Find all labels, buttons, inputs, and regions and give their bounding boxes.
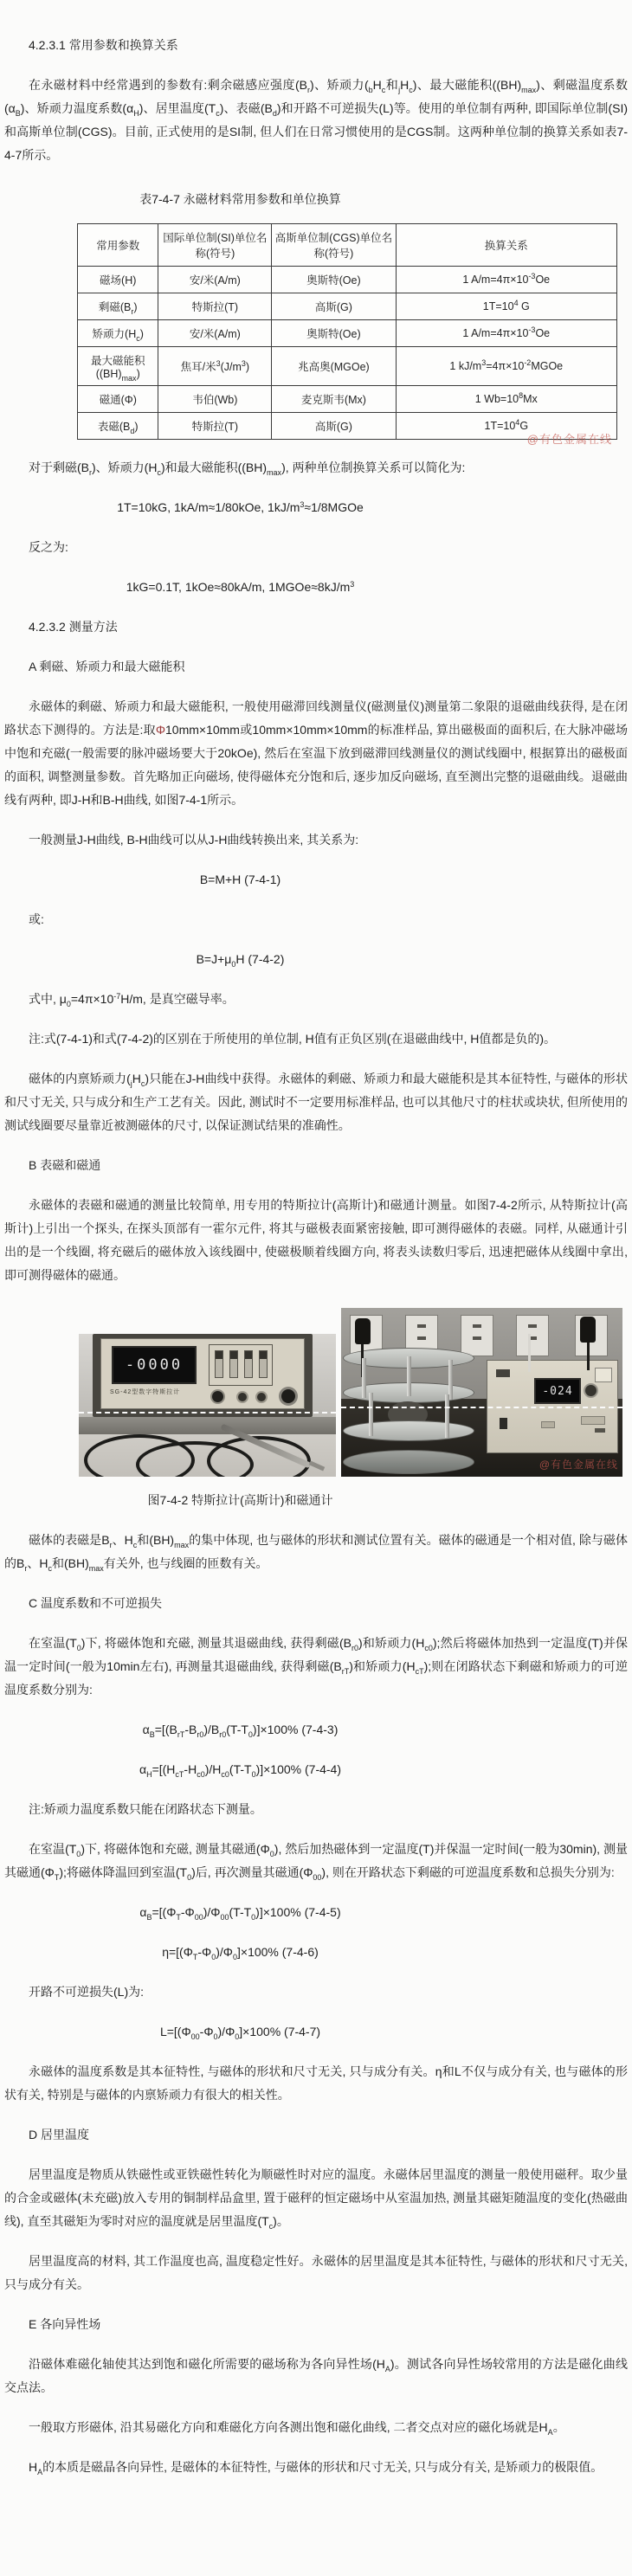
table-cell: 最大磁能积$((BH)_{max})$ <box>78 347 158 386</box>
paragraph-e3: $H_A$的本质是磁晶各向异性, 是磁体的本征特性, 与磁体的形状和尺寸无关, 只与成分有关, 是矫顽力的极限值。 <box>29 2460 603 2476</box>
paragraph-or-label: 或: <box>29 912 44 926</box>
table-cell: 矫顽力$(H_c)$ <box>78 320 158 347</box>
paragraph-b1: 永磁体的表磁和磁通的测量比较简单, 用专用的特斯拉计(高斯计)和磁通计测量。如图7-4-2所示, 从特斯拉计(高斯计)上引出一个探头, 在探头顶部有一霍尔元件, 将其与磁极表面紧密接触, 即可测得磁体的表磁。同样, 从磁通计引出的是一个线圈, 将充磁后的磁体放入该线圈中, 使磁极顺着线圈方向, 将表头读数归零后, 迅速把磁体从线圈中拿出, 即可测得磁体的磁通。 <box>4 1198 628 1282</box>
power-plug <box>355 1318 371 1344</box>
table-row <box>78 347 617 386</box>
support-post <box>445 1394 449 1438</box>
paragraph-c1: 在室温$(T_0)$下, 将磁体饱和充磁, 测量其退磁曲线, 获得剩磁$(B_{r0})$和矫顽力$(H_{c0})$;然后将磁体加热到一定温度(T)并保温一定时间(一般为10min左右), 再测量其退磁曲线, 获得剩磁$(B_{rT})$和矫顽力$(H_{cT})$;则在闭路状态下剩磁和矫顽力的可逆温度系数分别为: <box>4 1636 629 1697</box>
paragraph-a2: 一般测量J-H曲线, B-H曲线可以从J-H曲线转换出来, 其关系为: <box>29 833 359 847</box>
table-row <box>78 293 617 320</box>
table-cell: 磁通(Φ) <box>78 386 158 413</box>
subsection-heading-d: D 居里温度 <box>29 2128 89 2141</box>
table-cell: 1 $kJ/m^3=4\pi\times 10^{-2}MGOe$ <box>396 347 616 386</box>
adjust-knob <box>585 1385 597 1396</box>
table-cell: 兆高奥(MGOe) <box>272 347 396 386</box>
table-body <box>78 267 617 440</box>
formula-7-4-4: $\alpha_H=[(H_{cT}-H_{c0})/H_{c0}(T-T_0)]\times 100\%$ (7-4-4) <box>139 1762 342 1779</box>
table-cell: $1T=10^4$ G <box>396 293 616 320</box>
teslameter-front-panel <box>100 1338 305 1409</box>
table-cell: 奥斯特(Oe) <box>272 267 396 293</box>
fluxmeter-photo <box>341 1308 622 1477</box>
paragraph-reverse-label: 反之为: <box>29 540 68 554</box>
paragraph-intro: 在永磁材料中经常遇到的参数有:剩余磁感应强度$(B_r)$、矫顽力($_bH_c$和$_jH_c$)、最大磁能积$((BH)_{max})$、剩磁温度系数$(\alpha_B)$、矫顽力温度系数$(\alpha_H)$、居里温度$(T_c)$、表磁$(B_d)$和开路不可逆损失(L)等。使用的单位制有两种, 即国际单位制(SI)和高斯单位制(CGS)。目前, 正式使用的是SI制, 但人们在日常习惯使用的是CGS制。这两种单位制的换算关系如表7-4-7所示。 <box>4 78 628 162</box>
slide-switch <box>259 1350 268 1378</box>
slide-switch <box>229 1350 238 1378</box>
table-cell: 安/米(A/m) <box>158 320 272 347</box>
keypad-button <box>595 1368 612 1382</box>
table-cell: 奥斯特(Oe) <box>272 320 396 347</box>
unit-conversion-table-wrap <box>77 223 617 446</box>
paragraph-conversion-lead: 对于剩磁$(B_r)$、矫顽力$(H_c)$和最大磁能积$((BH)_{max})$, 两种单位制换算关系可以简化为: <box>29 460 466 477</box>
support-post <box>362 1358 366 1398</box>
formula-7-4-1: B=M+H (7-4-1) <box>199 873 281 886</box>
formula-cgs-to-si: 1kG=0.1T, 1kOe≈80kA/m, $1MGOe\approx 8kJ/m^3$ <box>126 580 355 594</box>
table-cell: 高斯(G) <box>272 413 396 440</box>
power-cord <box>587 1341 590 1370</box>
support-post <box>407 1356 411 1396</box>
probe-connector <box>281 1389 295 1403</box>
range-switch-group <box>209 1344 273 1386</box>
adjust-knob <box>238 1393 247 1401</box>
helmholtz-coil-stack <box>343 1348 474 1474</box>
table-header-row <box>78 224 617 267</box>
table-cell: 高斯(G) <box>272 293 396 320</box>
paragraph-c-note: 注:矫顽力温度系数只能在闭路状态下测量。 <box>29 1802 262 1816</box>
paragraph-c3: 开路不可逆损失(L)为: <box>29 1985 144 1999</box>
power-switch <box>500 1418 507 1429</box>
paragraph-a3: 式中, $\mu_0=4\pi\times 10^{-7}H/m$, 是真空磁导率。 <box>29 992 235 1008</box>
table-cell: 1 $A/m=4\pi\times 10^{-3}Oe$ <box>396 320 616 347</box>
paragraph-a-note: 注:式(7-4-1)和式(7-4-2)的区别在于所使用的单位制, H值有正负区别(在退磁曲线中, H值都是负的)。 <box>29 1032 557 1046</box>
acrylic-disc <box>343 1420 474 1441</box>
table-cell: 安/米(A/m) <box>158 267 272 293</box>
table-cell: 剩磁$(B_r)$ <box>78 293 158 320</box>
watermark-text: @有色金属在线 <box>526 433 612 446</box>
table-cell: 表磁$(B_d)$ <box>78 413 158 440</box>
figure-7-4-2 <box>79 1308 622 1477</box>
figure-caption-7-4-2: 图7-4-2 特斯拉计(高斯计)和磁通计 <box>147 1493 333 1507</box>
output-slot <box>581 1416 605 1425</box>
formula-7-4-7: $L=[(\Phi_{00}-\Phi_0)/\Phi_0]\times 100\%$ (7-4-7) <box>159 2025 321 2041</box>
table-cell: 韦伯(Wb) <box>158 386 272 413</box>
fluxmeter-display-value: -024 <box>542 1384 573 1398</box>
paragraph-d2: 居里温度高的材料, 其工作温度也高, 温度稳定性好。永磁体的居里温度是其本征特性, 与磁体的形状和尺寸无关, 只与成分有关。 <box>4 2254 628 2291</box>
instrument-shelf <box>79 1417 336 1434</box>
table-cell: 焦耳/米$^3(J/m^3)$ <box>158 347 272 386</box>
dashed-divider-line <box>341 1407 622 1408</box>
formula-7-4-6: $\eta=[(\Phi_T-\Phi_0)/\Phi_0]\times 100\%$ (7-4-6) <box>162 1945 319 1961</box>
table-header-cell: 高斯单位制(CGS)单位名称(符号) <box>272 224 396 267</box>
output-slot <box>595 1428 605 1433</box>
formula-7-4-5: $\alpha_B=[(\Phi_T-\Phi_{00})/\Phi_{00}(T-T_0)]\times 100\%$ (7-4-5) <box>139 1905 341 1922</box>
subsection-heading-b: B 表磁和磁通 <box>29 1158 101 1172</box>
slide-switch <box>244 1350 253 1378</box>
power-plug <box>580 1317 596 1343</box>
paragraph-c2: 在室温$(T_0)$下, 将磁体饱和充磁, 测量其磁通$(\Phi_0)$, 然后加热磁体到一定温度(T)并保温一定时间(一般为30min), 测量其磁通$(\Phi_T)$;将磁体降温回到室温$(T_0)$后, 再次测量其磁通$(\Phi_{00})$, 则在开路状态下剩磁的可逆温度系数和总损失分别为: <box>4 1842 628 1882</box>
subsection-heading-c: C 温度系数和不可逆损失 <box>29 1596 162 1610</box>
table-cell: 磁场(H) <box>78 267 158 293</box>
subsection-heading-e: E 各向异性场 <box>29 2317 101 2331</box>
paragraph-d1: 居里温度是物质从铁磁性或亚铁磁性转化为顺磁性时对应的温度。永磁体居里温度的测量一般使用磁秤。取少量的合金或磁体(未充磁)放入专用的铜制样品盒里, 置于磁秤的恒定磁场中从室温加热, 测量其磁矩随温度的变化(热磁曲线), 直至其磁矩为零时对应的温度就是居里温度$(T_c)$。 <box>4 2167 628 2231</box>
table-cell: $1T=10^4G$ <box>396 413 616 440</box>
paragraph-a4: 磁体的内禀矫顽力$(_jH_c)$只能在J-H曲线中获得。永磁体的剩磁、矫顽力和最大磁能积是其本征特性, 与磁体的形状和尺寸无关, 只与成分和生产工艺有关。因此, 测试时不一定要用标准样品, 也可以其他尺寸的柱状或块状, 但所使用的测试线圈要尽量靠近被测磁体的尺寸, 以保证测试结果的准确性。 <box>4 1072 628 1132</box>
table-cell: 麦克斯韦(Mx) <box>272 386 396 413</box>
table-cell: 特斯拉(T) <box>158 413 272 440</box>
table-row <box>78 386 617 413</box>
paragraph-e1: 沿磁体难磁化轴使其达到饱和磁化所需要的磁场称为各向异性场$(H_A)$。测试各向异性场较常用的方法是磁化曲线交点法。 <box>4 2357 628 2394</box>
coil-base <box>343 1450 474 1474</box>
table-cell: 1 $A/m=4\pi\times 10^{-3}Oe$ <box>396 267 616 293</box>
power-cord <box>528 1334 531 1372</box>
slide-switch <box>215 1350 223 1378</box>
wall-socket <box>516 1315 549 1356</box>
section-heading-4-2-3-1: 4.2.3.1 常用参数和换算关系 <box>29 38 178 52</box>
table-cell: 特斯拉(T) <box>158 293 272 320</box>
paragraph-a1: 永磁体的剩磁、矫顽力和最大磁能积, 一般使用磁滞回线测量仪(磁测量仪)测量第二象限的退磁曲线获得, 是在闭路状态下测得的。方法是:取Φ10mm×10mm或10mm×10mm×10mm的标准样品, 算出磁极面的面积后, 在大脉冲磁场中饱和充磁(一般需要的脉冲磁场要大于20kOe), 然后在室温下放到磁滞回线测量仪的测试线圈中, 根据算出的磁极面的面积, 调整测量参数。首先略加正向磁场, 使得磁体充分饱和后, 逐步加反向磁场, 直至测出完整的退磁曲线。退磁曲线有两种, 即J-H和B-H曲线, 如图7-4-1所示。 <box>4 699 628 807</box>
teslameter-display-value: -0000 <box>125 1356 184 1374</box>
section-heading-4-2-3-2: 4.2.3.2 测量方法 <box>29 620 118 634</box>
teslameter-photo <box>79 1334 336 1477</box>
table-header-cell: 常用参数 <box>78 224 158 267</box>
table-header-cell: 换算关系 <box>396 224 616 267</box>
table-title: 表7-4-7 永磁材料常用参数和单位换算 <box>139 192 341 206</box>
formula-si-to-cgs: 1T=10kG, 1kA/m≈1/80kOe, $1kJ/m^3\approx 1/8MGOe$ <box>117 500 364 514</box>
unit-conversion-table <box>77 223 617 440</box>
table-header-cell: 国际单位制(SI)单位名称(符号) <box>158 224 272 267</box>
table-cell: 1 $Wb=10^8Mx$ <box>396 386 616 413</box>
paragraph-c4: 永磁体的温度系数是其本征特性, 与磁体的形状和尺寸无关, 只与成分有关。η和L不仅与成分有关, 也与磁体的形状有关, 特别是与磁体的内禀矫顽力有很大的相关性。 <box>4 2064 628 2102</box>
dashed-divider-line <box>79 1412 336 1414</box>
teslameter-label: SG-42型数字特斯拉计 <box>110 1389 181 1395</box>
fluxmeter-digital-display <box>534 1378 581 1404</box>
table-row <box>78 267 617 293</box>
subsection-heading-a: A 剩磁、矫顽力和最大磁能积 <box>29 660 185 673</box>
formula-7-4-3: $\alpha_B=[(B_{rT}-B_{r0})/B_{r0}(T-T_0)]\times 100\%$ (7-4-3) <box>142 1723 339 1739</box>
table-row <box>78 320 617 347</box>
paragraph-b2: 磁体的表磁是$B_r$、$H_c$和$(BH)_{max}$的集中体现, 也与磁体的形状和测试位置有关。磁体的磁通是一个相对值, 除与磁体的$B_r$、$H_c$和$(BH)_{max}$有关外, 也与线圈的匝数有关。 <box>4 1533 628 1573</box>
support-post <box>369 1393 373 1436</box>
paragraph-e2: 一般取方形磁体, 沿其易磁化方向和难磁化方向各测出饱和磁化曲线, 二者交点对应的磁化场就是$H_A$。 <box>29 2420 565 2437</box>
formula-7-4-2: $B=J+\mu_0H$ (7-4-2) <box>196 952 285 969</box>
teslameter-device <box>93 1334 313 1417</box>
teslameter-digital-display <box>112 1346 197 1384</box>
watermark-text: @有色金属在线 <box>538 1459 618 1471</box>
label-plate <box>541 1421 555 1428</box>
power-button <box>212 1391 223 1402</box>
adjust-knob <box>257 1393 266 1401</box>
brand-badge <box>496 1369 510 1377</box>
